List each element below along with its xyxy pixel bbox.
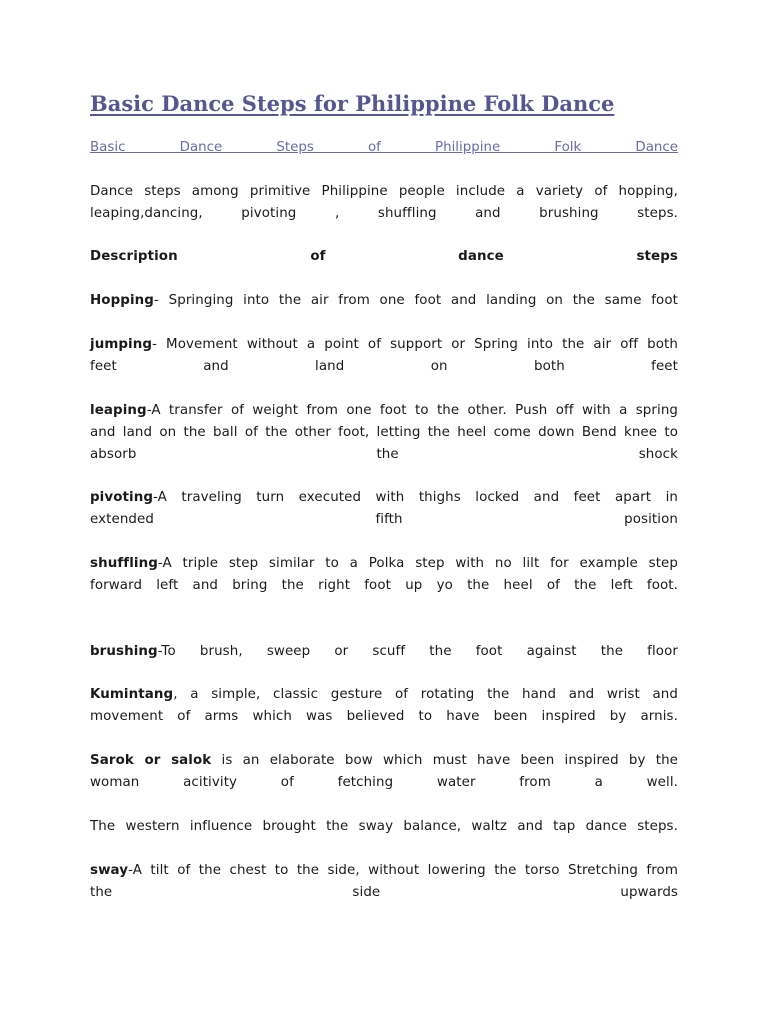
hopping-term: Hopping xyxy=(90,293,154,308)
sway-paragraph xyxy=(90,860,678,904)
leaping-term: leaping xyxy=(90,403,147,418)
leaping-line-2: and land on the ball of the other foot, letting the heel come down Bend knee to xyxy=(90,425,678,440)
shuffling-term: shuffling xyxy=(90,556,158,571)
pivoting-term: pivoting xyxy=(90,490,154,505)
sway-line-1 xyxy=(90,860,678,882)
kumintang-paragraph xyxy=(90,684,678,728)
hopping-line xyxy=(90,290,678,312)
intro-line-2: leaping,dancing, pivoting , shuffling and brushing steps. xyxy=(90,206,678,221)
shuffling-line-1 xyxy=(90,553,678,575)
western-influence-text: The western influence brought the sway balance, waltz and tap dance steps. xyxy=(90,819,678,834)
hopping-text: - Springing into the air from one foot and landing on the same foot xyxy=(154,293,678,308)
brushing-text: -To brush, sweep or scuff the foot against the floor xyxy=(157,644,678,659)
intro-line-1: Dance steps among primitive Philippine people include a variety of hopping, xyxy=(90,184,678,199)
hopping-paragraph xyxy=(90,290,678,312)
sarok-term: Sarok or salok xyxy=(90,753,212,768)
sarok-text-1: is an elaborate bow which must have been inspired by the xyxy=(211,753,679,768)
shuffling-line-2: forward left and bring the right foot up yo the heel of the left foot. xyxy=(90,578,678,593)
jumping-line-1 xyxy=(90,334,678,356)
jumping-line-2: feet and land on both feet xyxy=(90,359,678,374)
page-title: Basic Dance Steps for Philippine Folk Dance xyxy=(90,91,615,116)
brushing-line xyxy=(90,641,678,663)
pivoting-line-1 xyxy=(90,487,678,509)
brushing-term: brushing xyxy=(90,644,158,659)
sway-term: sway xyxy=(90,863,129,878)
sway-text-1: -A tilt of the chest to the side, without lowering the torso Stretching from xyxy=(128,863,678,878)
sarok-line-1 xyxy=(90,750,678,772)
leaping-line-3: absorb the shock xyxy=(90,447,678,462)
leaping-line-1 xyxy=(90,400,678,422)
pivoting-text-1: -A traveling turn executed with thighs locked and feet apart in xyxy=(153,490,678,505)
shuffling-text-1: -A triple step similar to a Polka step with no lilt for example step xyxy=(157,556,678,571)
jumping-term: jumping xyxy=(90,337,153,352)
western-influence-paragraph xyxy=(90,816,678,838)
description-heading-text: Description of dance steps xyxy=(90,249,678,264)
brushing-paragraph xyxy=(90,641,678,663)
jumping-paragraph xyxy=(90,334,678,378)
subtitle-link[interactable]: Basic Dance Steps of Philippine Folk Dance xyxy=(90,140,678,155)
kumintang-line-2: movement of arms which was believed to have been inspired by arnis. xyxy=(90,709,678,724)
sarok-paragraph xyxy=(90,750,678,794)
kumintang-term: Kumintang xyxy=(90,687,174,702)
jumping-text-1: - Movement without a point of support or Spring into the air off both xyxy=(152,337,678,352)
sway-line-2: the side upwards xyxy=(90,885,678,900)
pivoting-paragraph xyxy=(90,487,678,531)
shuffling-paragraph xyxy=(90,553,678,597)
pivoting-line-2: extended fifth position xyxy=(90,512,678,527)
kumintang-line-1 xyxy=(90,684,678,706)
intro-paragraph xyxy=(90,181,678,225)
leaping-paragraph xyxy=(90,400,678,466)
description-heading xyxy=(90,246,678,268)
leaping-text-1: -A transfer of weight from one foot to the other. Push off with a spring xyxy=(146,403,678,418)
kumintang-text-1: , a simple, classic gesture of rotating the hand and wrist and xyxy=(173,687,678,702)
sarok-line-2: woman acitivity of fetching water from a well. xyxy=(90,775,678,790)
